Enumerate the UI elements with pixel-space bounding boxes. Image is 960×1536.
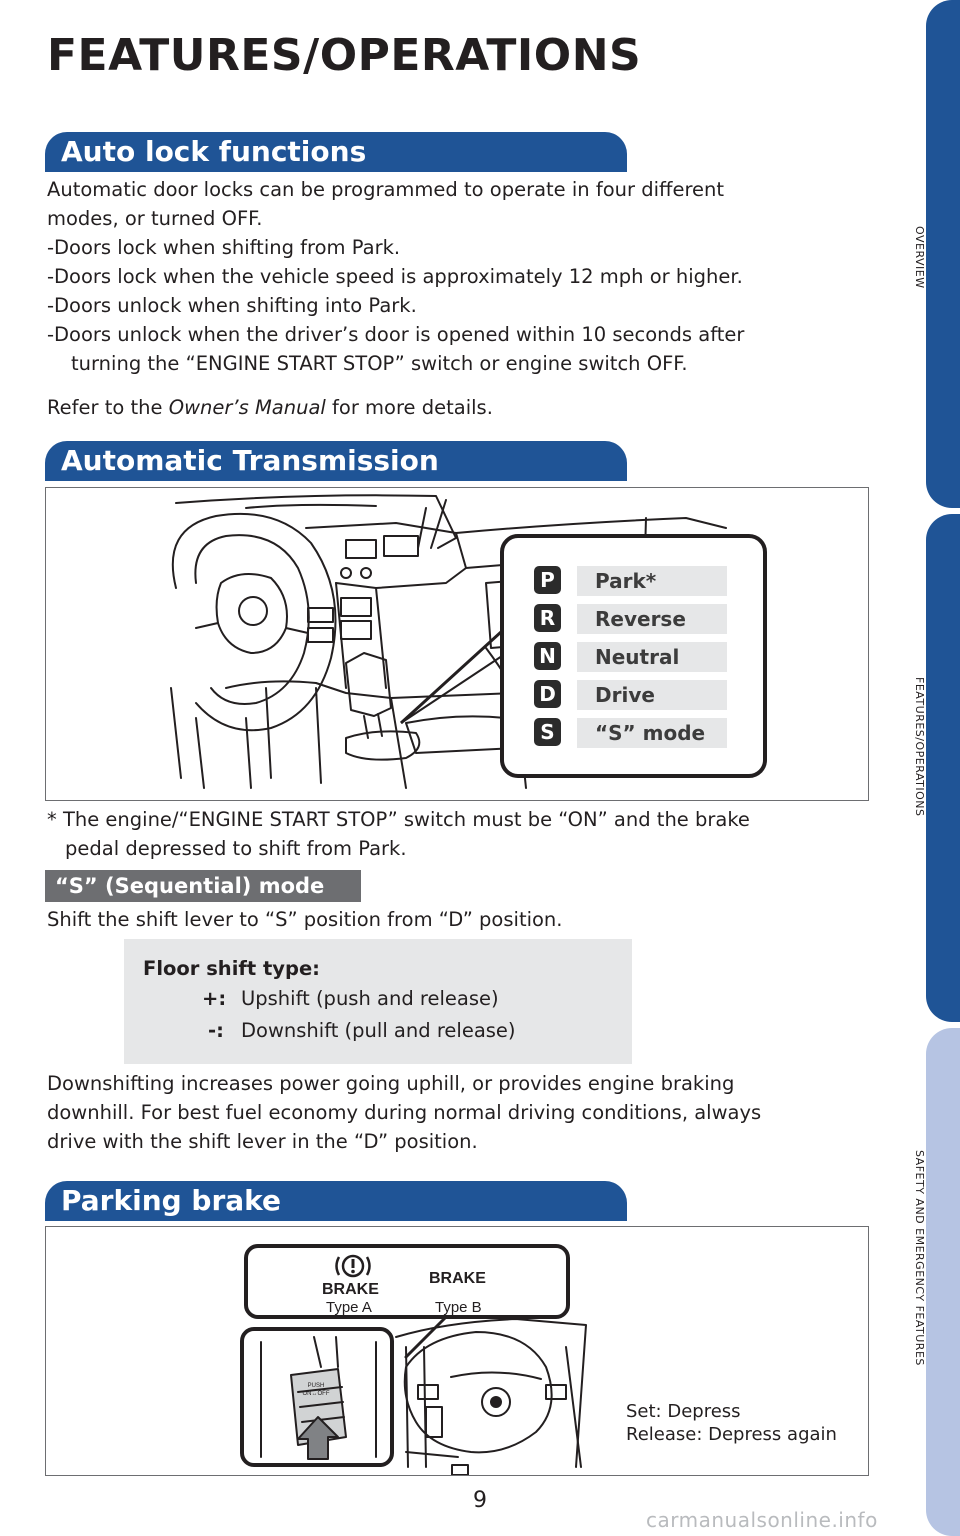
footnote-line-1: * The engine/“ENGINE START STOP” switch must be “ON” and the brake <box>47 808 750 831</box>
brake-indicator-callout <box>244 1244 570 1319</box>
gear-label-drive: Drive <box>577 680 727 710</box>
page-number: 9 <box>473 1488 487 1513</box>
brake-release-text: Release: Depress again <box>626 1424 837 1445</box>
downshift-paragraph <box>47 1069 761 1156</box>
gear-letter-s: S <box>534 718 561 746</box>
owners-manual-title: Owner’s Manual <box>168 396 326 419</box>
pedal-label-push: PUSH <box>307 1383 325 1389</box>
auto-lock-line-4: -Doors lock when the vehicle speed is approximately 12 mph or higher. <box>47 265 743 288</box>
gear-row-s-mode <box>534 718 734 748</box>
transmission-header: Automatic Transmission <box>45 441 627 481</box>
side-label-safety: SAFETY AND EMERGENCY FEATURES <box>913 1150 926 1366</box>
floor-shift-title: Floor shift type: <box>143 957 320 980</box>
pedal-label-on-off: ON↔OFF <box>302 1391 330 1397</box>
type-b-label: Type B <box>435 1299 482 1316</box>
auto-lock-line-1: Automatic door locks can be programmed to operate in four different <box>47 178 725 201</box>
gear-row-park <box>534 566 734 596</box>
downshift-symbol: -: <box>208 1019 224 1042</box>
gear-letter-p: P <box>534 566 561 594</box>
brake-word-type-a: BRAKE <box>322 1281 379 1298</box>
gear-label-reverse: Reverse <box>577 604 727 634</box>
gear-label-s-mode: “S” mode <box>577 718 727 748</box>
upshift-symbol: +: <box>202 987 227 1010</box>
page-title: FEATURES/OPERATIONS <box>47 30 642 81</box>
auto-lock-line-2: modes, or turned OFF. <box>47 207 263 230</box>
side-tab-safety[interactable] <box>926 1028 960 1536</box>
auto-lock-header: Auto lock functions <box>45 132 627 172</box>
gear-row-reverse <box>534 604 734 634</box>
footnote-line-2: pedal depressed to shift from Park. <box>65 837 407 860</box>
gear-letter-r: R <box>534 604 561 632</box>
auto-lock-line-6: -Doors unlock when the driver’s door is opened within 10 seconds after <box>47 323 745 346</box>
gear-label-neutral: Neutral <box>577 642 727 672</box>
side-label-features-operations: FEATURES/OPERATIONS <box>913 677 926 817</box>
gear-letter-n: N <box>534 642 561 670</box>
brake-set-text: Set: Depress <box>626 1401 741 1422</box>
gear-row-drive <box>534 680 734 710</box>
auto-lock-line-5: -Doors unlock when shifting into Park. <box>47 294 417 317</box>
refer-suffix: for more details. <box>325 396 493 419</box>
auto-lock-line-7: turning the “ENGINE START STOP” switch or engine switch OFF. <box>71 352 688 375</box>
refer-prefix: Refer to the <box>47 396 169 419</box>
downshift-paragraph-line-3: drive with the shift lever in the “D” position. <box>47 1130 478 1153</box>
s-mode-intro: Shift the shift lever to “S” position from “D” position. <box>47 908 563 931</box>
side-label-overview: OVERVIEW <box>913 226 926 289</box>
side-tab-features-operations[interactable] <box>926 514 960 1022</box>
gear-row-neutral <box>534 642 734 672</box>
transmission-figure <box>45 487 869 801</box>
downshift-paragraph-line-2: downhill. For best fuel economy during normal driving conditions, always <box>47 1101 762 1124</box>
brake-caption <box>626 1400 837 1446</box>
transmission-footnote <box>47 805 750 863</box>
brake-warning-icon <box>331 1251 375 1281</box>
type-a-label: Type A <box>326 1299 372 1316</box>
watermark: carmanualsonline.info <box>646 1508 878 1532</box>
side-tab-overview[interactable] <box>926 0 960 508</box>
gear-label-park: Park* <box>577 566 727 596</box>
brake-word-type-b: BRAKE <box>429 1270 486 1287</box>
downshift-paragraph-line-1: Downshifting increases power going uphill, or provides engine braking <box>47 1072 735 1095</box>
s-mode-header: “S” (Sequential) mode <box>45 870 361 902</box>
upshift-text: Upshift (push and release) <box>241 987 499 1010</box>
gear-position-panel <box>500 534 767 778</box>
owners-manual-reference <box>47 393 493 422</box>
parking-brake-header: Parking brake <box>45 1181 627 1221</box>
gear-letter-d: D <box>534 680 561 708</box>
auto-lock-body <box>47 175 744 378</box>
downshift-text: Downshift (pull and release) <box>241 1019 516 1042</box>
floor-shift-box <box>124 939 632 1064</box>
auto-lock-line-3: -Doors lock when shifting from Park. <box>47 236 401 259</box>
